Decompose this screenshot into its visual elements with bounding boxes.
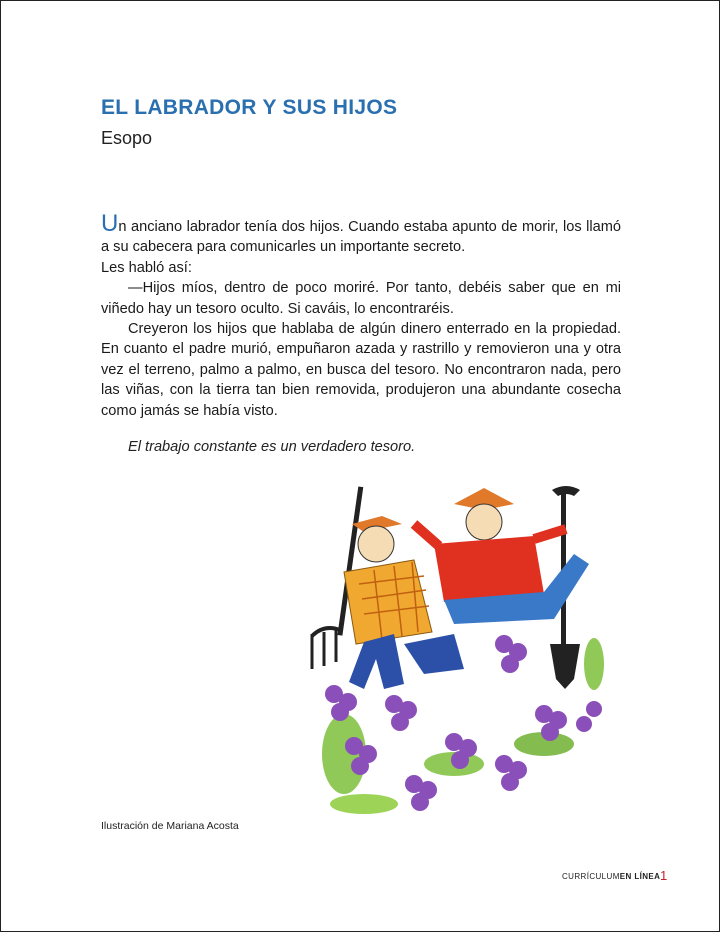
story-author: Esopo [101, 128, 153, 148]
paragraph-1-text: n anciano labrador tenía dos hijos. Cuando estaba apunto de morir, los llamó a su cabecera para comunicarles un importante secreto. [101, 219, 621, 256]
story-title: EL LABRADOR Y SUS HIJOS [101, 96, 398, 119]
footer-brand-bold: EN LÍNEA [619, 872, 661, 881]
footer-brand-regular: CURRÍCULUM [562, 872, 620, 881]
page-number: 1 [660, 868, 668, 883]
paragraph-4: Creyeron los hijos que hablaba de algún dinero enterrado en la propiedad. En cuanto el padre murió, empuñaron azada y rastrillo y removieron una y otra vez el terreno, palmo a palmo, en busca del tesoro. No encontraron nada, pero las viñas, con la tierra tan bien removida, produjeron una abundante cosecha como jamás se había visto. [101, 321, 621, 419]
story-moral: El trabajo constante es un verdadero tesoro. [128, 439, 416, 455]
illustration-image [304, 484, 622, 836]
drop-cap: U [101, 210, 119, 237]
paragraph-1 [101, 210, 621, 258]
paragraph-2: Les habló así: [101, 259, 192, 276]
footer-brand [562, 872, 660, 881]
story-body [101, 210, 621, 421]
paragraph-3: —Hijos míos, dentro de poco moriré. Por tanto, debéis saber que en mi viñedo hay un tesoro oculto. Si caváis, lo encontraréis. [101, 280, 621, 317]
illustration-credit: Ilustración de Mariana Acosta [101, 820, 239, 832]
